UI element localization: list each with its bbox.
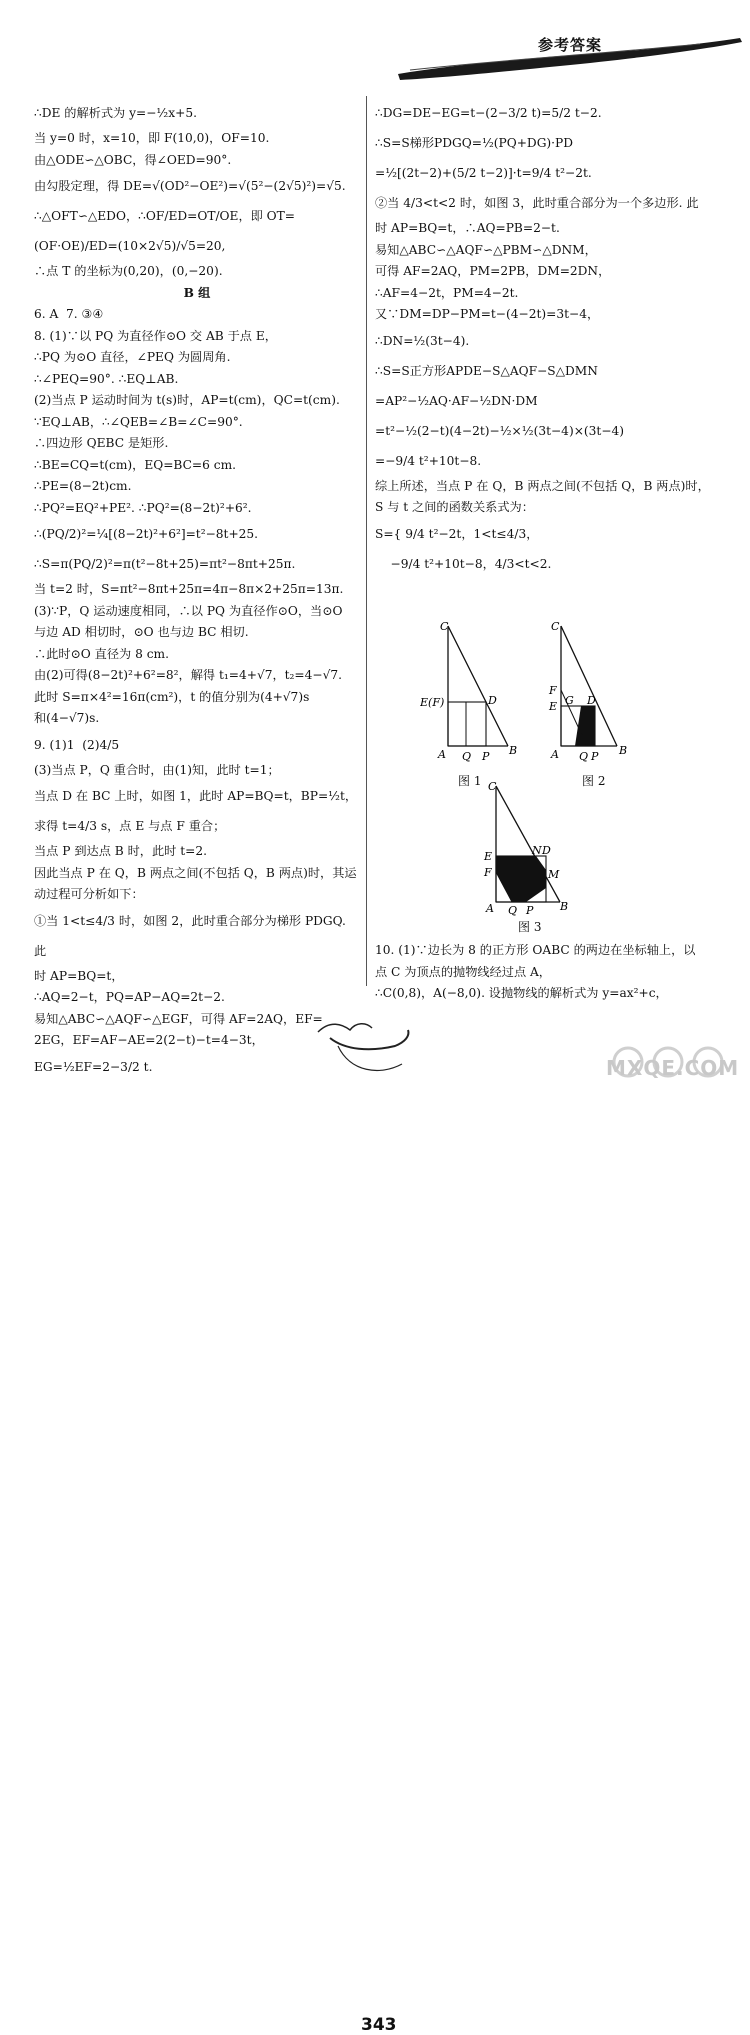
text-line: 动过程可分析如下： [34, 887, 144, 901]
label-f: F [484, 866, 492, 879]
text-line: ∴DE 的解析式为 y=−½x+5. [34, 106, 197, 120]
text-line: 8. (1)∵以 PQ 为直径作⊙O 交 AB 于点 E， [34, 328, 277, 343]
label-c: C [551, 620, 560, 633]
text-line: 与边 AD 相切时，⊙O 也与边 BC 相切. [34, 625, 249, 639]
text-line: ∴S=S正方形APDE−S△AQF−S△DMN [375, 363, 598, 378]
label-q: Q [462, 750, 472, 763]
text-line: (3)当点 P，Q 重合时，由(1)知，此时 t=1； [34, 762, 280, 777]
header-title: 参考答案 [538, 36, 603, 54]
right-column [375, 98, 720, 579]
text-line: 当点 D 在 BC 上时，如图 1，此时 AP=BQ=t，BP=½t， [34, 789, 358, 803]
text-line: ∵EQ⊥AB，∴∠QEB=∠B=∠C=90°. [34, 414, 243, 429]
page-number: 343 [361, 2015, 397, 2035]
label-a: A [551, 748, 559, 761]
label-p: P [526, 904, 534, 917]
text-line: ∴BE=CQ=t(cm)，EQ=BC=6 cm. [34, 457, 237, 472]
section-heading: B 组 [183, 285, 211, 300]
left-column [34, 98, 360, 1082]
label-d: D [488, 694, 497, 707]
text-line: ∴AQ=2−t，PQ=AP−AQ=2t−2. [34, 990, 225, 1004]
label-p: P [591, 750, 599, 763]
text-line: 由(2)可得(8−2t)²+6²=8²，解得 t₁=4+√7，t₂=4−√7. [34, 668, 343, 682]
label-g: G [565, 694, 574, 707]
page-header [0, 0, 750, 90]
text-line: ∴S=S梯形PDGQ=½(PQ+DG)·PD [375, 136, 574, 150]
text-line: ∴点 T 的坐标为(0,20)，(0,−20). [34, 264, 223, 278]
text-line: EG=½EF=2−3/2 t. [34, 1059, 153, 1074]
label-e: E [549, 700, 558, 713]
text-line: ②当 4/3<t<2 时，如图 3，此时重合部分为一个多边形. 此 [375, 196, 699, 210]
label-b: B [619, 744, 628, 757]
text-line: 综上所述，当点 P 在 Q，B 两点之间(不包括 Q，B 两点)时， [375, 478, 710, 493]
text-line: =½[(2t−2)+(5/2 t−2)]·t=9/4 t²−2t. [375, 166, 592, 180]
header-brush-stroke [0, 0, 750, 90]
label-a: A [438, 748, 446, 761]
text-line: 由勾股定理，得 DE=√(OD²−OE²)=√(5²−(2√5)²)=√5. [34, 179, 346, 193]
text-line: 点 C 为顶点的抛物线经过点 A， [375, 964, 551, 979]
text-line: 时 AP=BQ=t，∴AQ=PB=2−t. [375, 221, 560, 235]
text-line: ∴PE=(8−2t)cm. [34, 479, 132, 493]
label-e: E [484, 850, 493, 863]
text-line: ∴C(0,8)，A(−8,0). 设抛物线的解析式为 y=ax²+c， [375, 986, 668, 1000]
figure-3 [478, 778, 588, 918]
column-divider [366, 96, 367, 986]
label-n: N [532, 844, 542, 857]
text-line: 和(4−√7)s. [34, 711, 100, 725]
figure-2 [545, 620, 645, 770]
piecewise-line: S={ 9/4 t²−2t，1<t≤4/3， [375, 526, 539, 541]
text-line: 求得 t=4/3 s，点 E 与点 F 重合； [34, 819, 226, 833]
text-line: S 与 t 之间的函数关系式为： [375, 500, 534, 514]
text-line: 可得 AF=2AQ，PM=2PB，DM=2DN， [375, 264, 611, 278]
text-line: ∴PQ 为⊙O 直径，∠PEQ 为圆周角. [34, 350, 231, 364]
text-line: ∴△OFT∽△EDO，∴OF/ED=OT/OE，即 OT=(OF·OE)/ED=(10×2√5)/√5=20, [34, 209, 296, 253]
text-line: 因此当点 P 在 Q，B 两点之间(不包括 Q，B 两点)时，其运 [34, 865, 357, 880]
text-line: 2EG，EF=AF−AE=2(2−t)−t=4−3t， [34, 1033, 264, 1047]
text-line: =t²−½(2−t)(4−2t)−½×½(3t−4)×(3t−4) [375, 423, 625, 438]
text-line: 又∵DM=DP−PM=t−(4−2t)=3t−4， [375, 307, 600, 321]
text-line: 当点 P 到达点 B 时，此时 t=2. [34, 844, 207, 858]
text-line: 由△ODE∽△OBC，得∠OED=90°. [34, 152, 232, 167]
label-a: A [486, 902, 494, 915]
label-d: D [587, 694, 596, 707]
text-line: =−9/4 t²+10t−8. [375, 453, 482, 468]
text-line: (3)∵P，Q 运动速度相同，∴以 PQ 为直径作⊙O，当⊙O [34, 603, 343, 618]
label-q: Q [579, 750, 589, 763]
text-line: 易知△ABC∽△AQF∽△PBM∽△DNM， [375, 242, 597, 257]
label-f: F [549, 684, 557, 697]
right-column-bottom [375, 940, 720, 1005]
watermark: MXQE.COM [606, 1056, 740, 1080]
text-line: ∴∠PEQ=90°. ∴EQ⊥AB. [34, 371, 179, 386]
label-p: P [482, 750, 490, 763]
text-line: 时 AP=BQ=t， [34, 968, 124, 983]
text-line: 10. (1)∵边长为 8 的正方形 OABC 的两边在坐标轴上，以 [375, 943, 696, 957]
text-line: ∴DN=½(3t−4). [375, 333, 470, 348]
figure-3-caption: 图 3 [518, 920, 542, 934]
text-line: 9. (1)1 (2)4/5 [34, 737, 120, 752]
piecewise-line: −9/4 t²+10t−8，4/3<t<2. [375, 556, 552, 571]
text-line: ①当 1<t≤4/3 时，如图 2，此时重合部分为梯形 PDGQ. 此 [34, 913, 350, 958]
label-c: C [488, 780, 497, 793]
text-line: (2)当点 P 运动时间为 t(s)时，AP=t(cm)，QC=t(cm). [34, 393, 340, 407]
figure-2-caption: 图 2 [582, 774, 606, 788]
label-b: B [560, 900, 569, 913]
label-d: D [542, 844, 551, 857]
text-line: 此时 S=π×4²=16π(cm²)，t 的值分别为(4+√7)s [34, 689, 310, 704]
text-line: 6. A 7. ③④ [34, 307, 104, 321]
text-line: ∴(PQ/2)²=¼[(8−2t)²+6²]=t²−8t+25. [34, 527, 259, 541]
text-line: ∴DG=DE−EG=t−(2−3/2 t)=5/2 t−2. [375, 106, 602, 120]
text-line: ∴PQ²=EQ²+PE². ∴PQ²=(8−2t)²+6². [34, 500, 252, 515]
text-line: ∴四边形 QEBC 是矩形. [34, 436, 169, 450]
label-ef: E(F) [420, 696, 445, 709]
text-line: ∴此时⊙O 直径为 8 cm. [34, 646, 169, 661]
label-b: B [509, 744, 518, 757]
text-line: 当 t=2 时，S=πt²−8πt+25π=4π−8π×2+25π=13π. [34, 582, 344, 596]
label-m: M [548, 868, 560, 881]
text-line: 当 y=0 时，x=10，即 F(10,0)，OF=10. [34, 131, 270, 145]
text-line: =AP²−½AQ·AF−½DN·DM [375, 393, 538, 408]
figure-1 [420, 620, 520, 770]
text-line: ∴AF=4−2t，PM=4−2t. [375, 285, 519, 300]
text-line: 易知△ABC∽△AQF∽△EGF，可得 AF=2AQ，EF= [34, 1011, 323, 1026]
text-line: ∴S=π(PQ/2)²=π(t²−8t+25)=πt²−8πt+25π. [34, 557, 296, 571]
figure-1-caption: 图 1 [458, 774, 482, 788]
label-c: C [440, 620, 449, 633]
label-q: Q [508, 904, 518, 917]
